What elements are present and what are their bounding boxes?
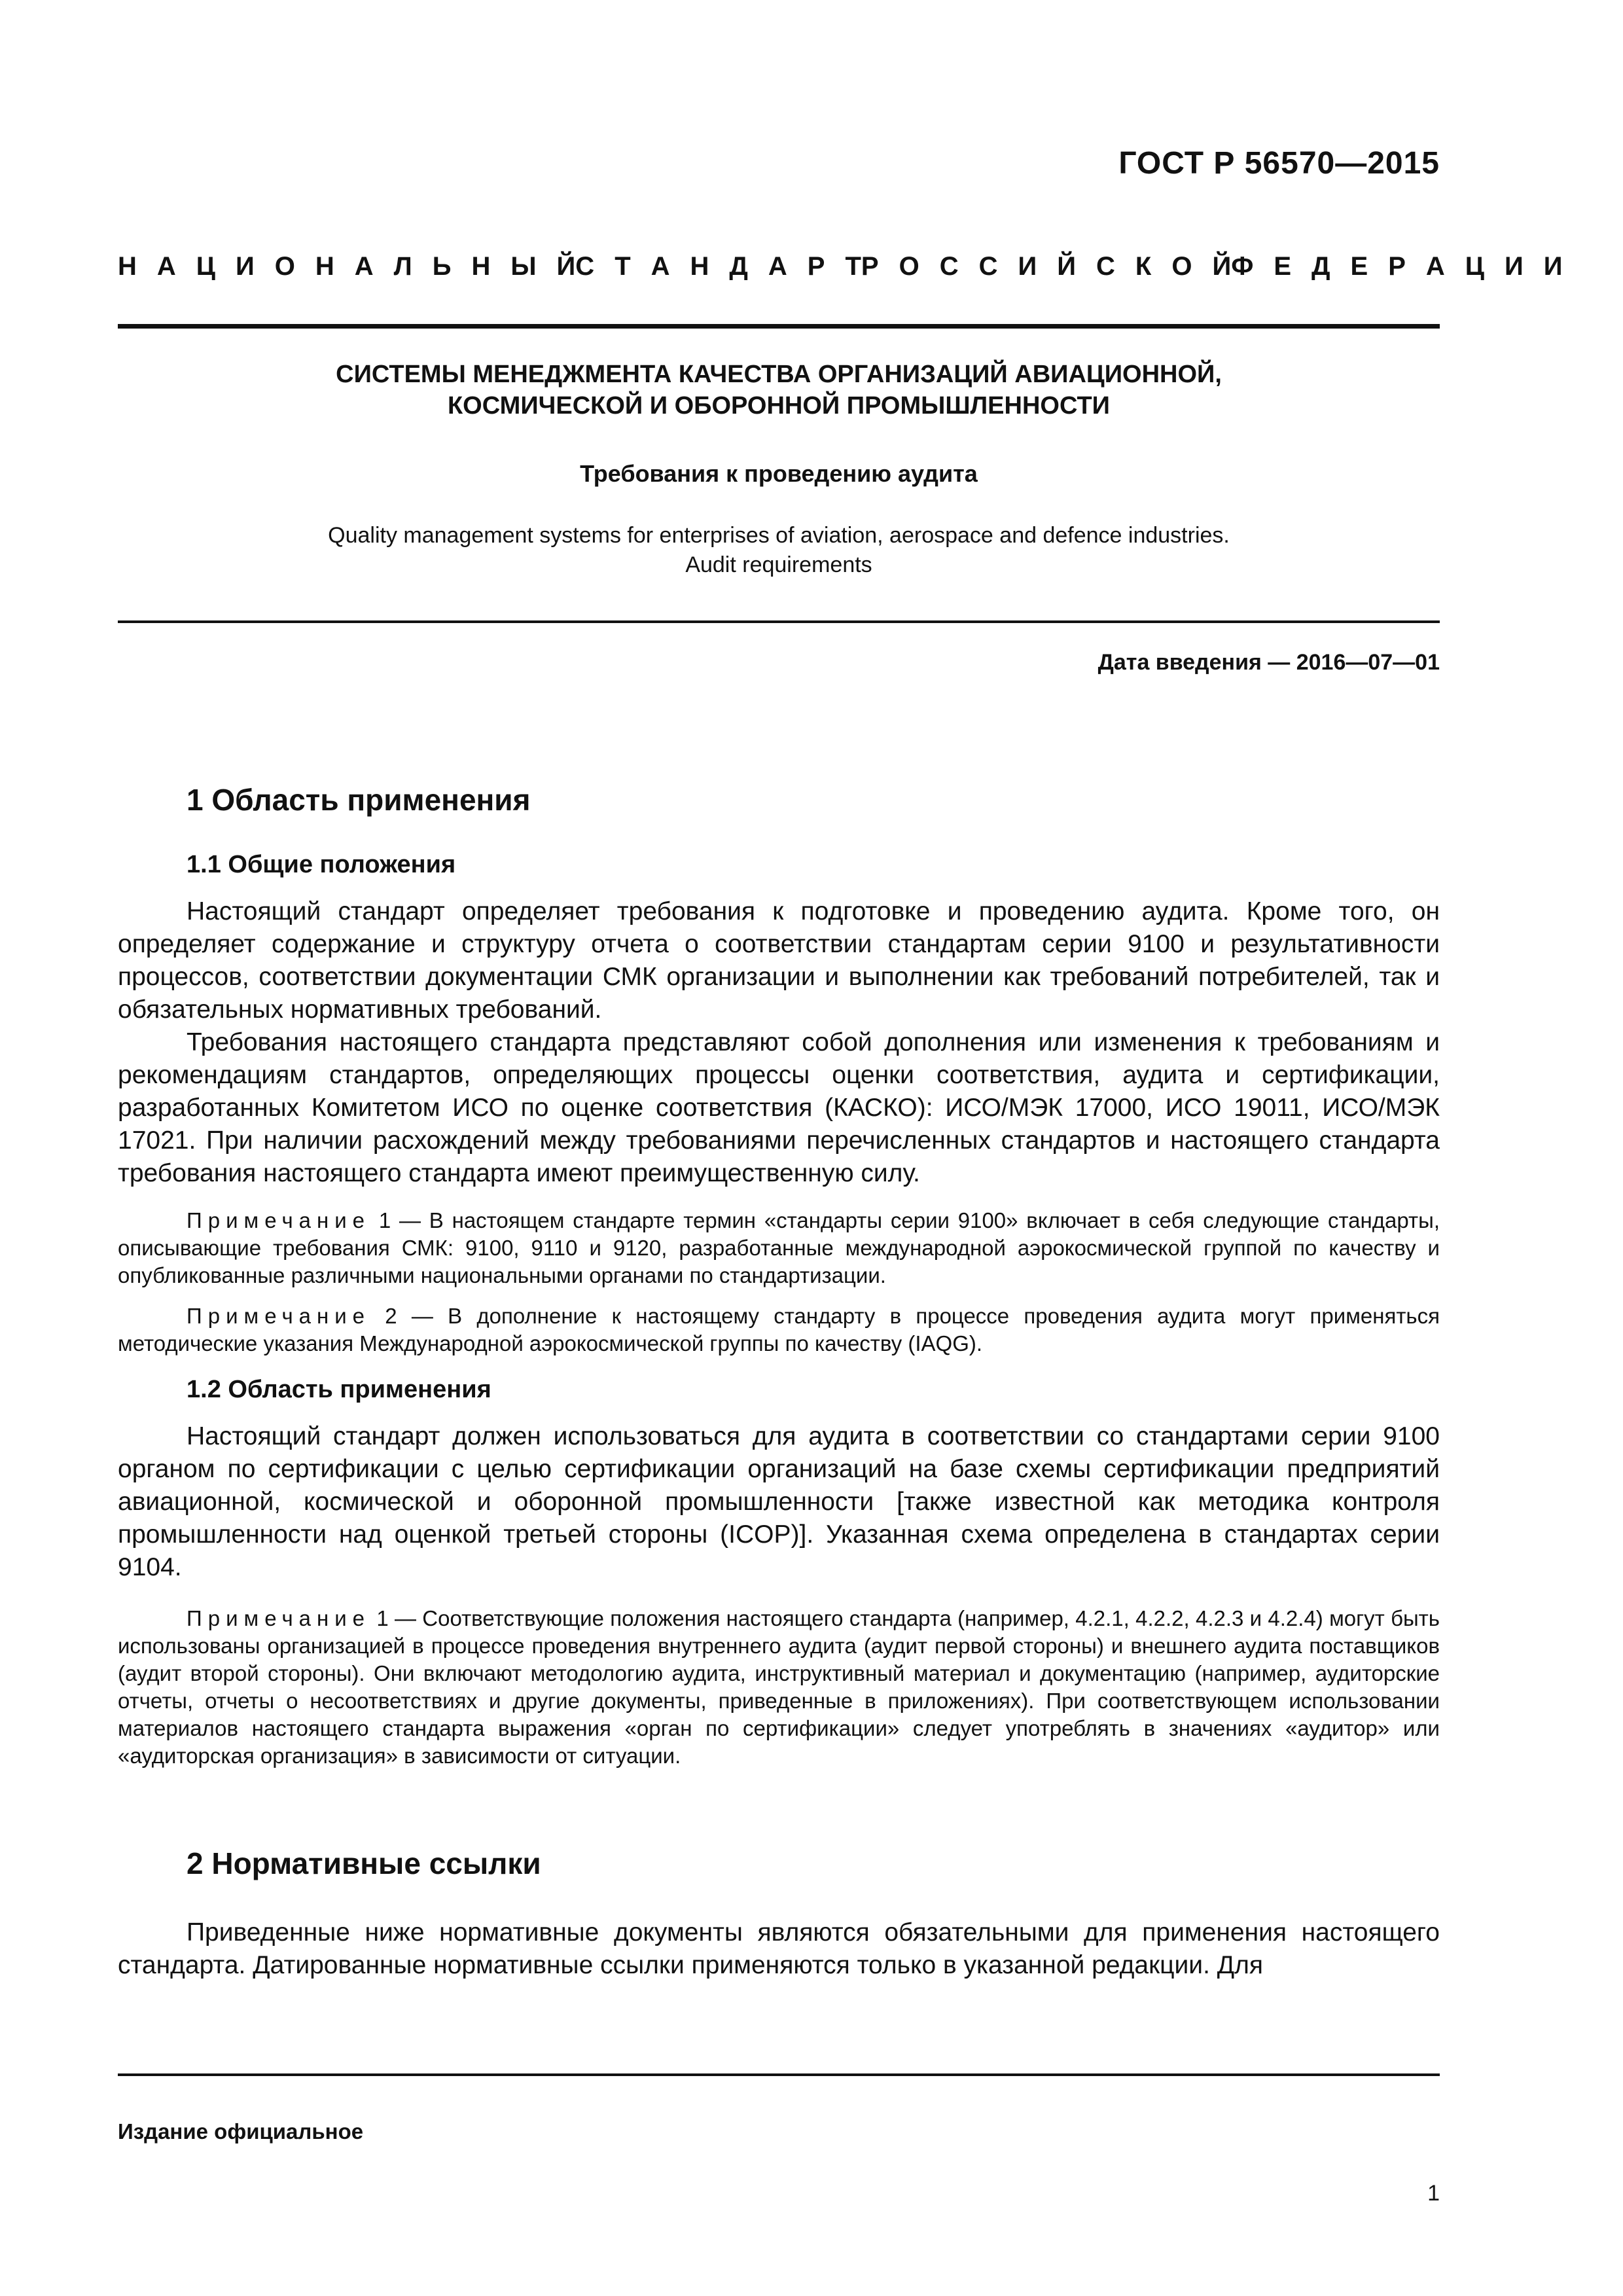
page-number: 1 xyxy=(1427,2181,1440,2206)
section-1-2-note-1 xyxy=(118,1605,1440,1770)
note-label: Примечание xyxy=(187,1304,371,1328)
national-standard-title xyxy=(118,252,1563,281)
note-label: Примечание xyxy=(187,1606,371,1630)
english-title-line-2: Audit requirements xyxy=(685,552,872,577)
note-text: 2 — В дополнение к настоящему стандарту в процессе проведения аудита могут применяться методические указания Международной аэрокосмической группы по качеству (IAQG). xyxy=(118,1304,1440,1355)
section-1-1-note-2 xyxy=(118,1302,1440,1357)
english-title-line-1: Quality management systems for enterprises of aviation, aerospace and defence industries. xyxy=(328,523,1230,548)
document-title xyxy=(118,359,1440,422)
introduction-date: Дата введения — 2016—07—01 xyxy=(1097,650,1440,675)
national-word-2: С Т А Н Д А Р Т xyxy=(575,252,861,281)
title-rule xyxy=(118,620,1440,623)
header-rule xyxy=(118,324,1440,329)
national-word-3: Р О С С И Й С К О Й xyxy=(861,252,1232,281)
standard-number: ГОСТ Р 56570—2015 xyxy=(1118,146,1440,181)
title-line-1: СИСТЕМЫ МЕНЕДЖМЕНТА КАЧЕСТВА ОРГАНИЗАЦИЙ АВИАЦИОННОЙ, xyxy=(336,361,1222,388)
section-2-heading: 2 Нормативные ссылки xyxy=(187,1846,541,1880)
section-1-1-paragraph-2: Требования настоящего стандарта представляют собой дополнения или изменения к требованиям и рекомендациям стандартов, определяющих процессы оценки соответствия, аудита и сертификации, разработанных Комитетом ИСО по оценке соответствия (КАСКО): ИСО/МЭК 17000, ИСО 19011, ИСО/МЭК 17021. При наличии расхождений между требованиями перечисленных стандартов и настоящего стандарта требования настоящего стандарта имеют преимущественную силу. xyxy=(118,1028,1440,1187)
section-1-1-heading: 1.1 Общие положения xyxy=(187,851,456,878)
section-1-1-note-1 xyxy=(118,1207,1440,1289)
section-1-2-heading: 1.2 Область применения xyxy=(187,1376,491,1403)
section-2-paragraph-1: Приведенные ниже нормативные документы являются обязательными для применения настоящего стандарта. Датированные нормативные ссылки применяются только в указанной редакции. Для xyxy=(118,1918,1440,1979)
section-1-heading: 1 Область применения xyxy=(187,783,531,817)
national-word-1: Н А Ц И О Н А Л Ь Н Ы Й xyxy=(118,252,576,281)
note-text: 1 — Соответствующие положения настоящего стандарта (например, 4.2.1, 4.2.2, 4.2.3 и 4.2.4) могут быть использованы организацией в процессе проведения внутреннего аудита (аудит первой стороны) и внешнего аудита поставщиков (аудит второй стороны). Они включают методологию аудита, инструктивный материал и документацию (например, аудиторские отчеты, отчеты о несоответствиях и другие документы, приведенные в приложениях). При соответствующем использовании материалов настоящего стандарта выражения «орган по сертификации» следует употреблять в значениях «аудитор» или «аудиторская организация» в зависимости от ситуации. xyxy=(118,1606,1440,1768)
official-edition-label: Издание официальное xyxy=(118,2119,364,2144)
note-label: Примечание xyxy=(187,1208,371,1232)
section-1-1-paragraph-1: Настоящий стандарт определяет требования к подготовке и проведению аудита. Кроме того, он определяет содержание и структуру отчета о соответствии стандартам серии 9100 и результативности процессов, соответствии документации СМК организации и выполнении как требований потребителей, так и обязательных нормативных требований. xyxy=(118,897,1440,1024)
document-page xyxy=(118,0,1563,2296)
document-subtitle: Требования к проведению аудита xyxy=(580,460,978,487)
footer-rule xyxy=(118,2073,1440,2076)
national-word-4: Ф Е Д Е Р А Ц И И xyxy=(1231,252,1563,281)
section-1-2-paragraph-1: Настоящий стандарт должен использоваться для аудита в соответствии со стандартами серии 9100 органом по сертификации с целью сертификации организаций на базе схемы сертификации предприятий авиационной, космической и оборонной промышленности [также известной как методика контроля промышленности над оценкой третьей стороны (ICOP)]. Указанная схема определена в стандартах серии 9104. xyxy=(118,1422,1440,1581)
title-line-2: КОСМИЧЕСКОЙ И ОБОРОННОЙ ПРОМЫШЛЕННОСТИ xyxy=(447,392,1110,420)
note-text: 1 — В настоящем стандарте термин «стандарты серии 9100» включает в себя следующие стандарты, описывающие требования СМК: 9100, 9110 и 9120, разработанные международной аэрокосмической группой по качеству и опубликованные различными национальными органами по стандартизации. xyxy=(118,1208,1440,1287)
english-title xyxy=(118,521,1440,580)
